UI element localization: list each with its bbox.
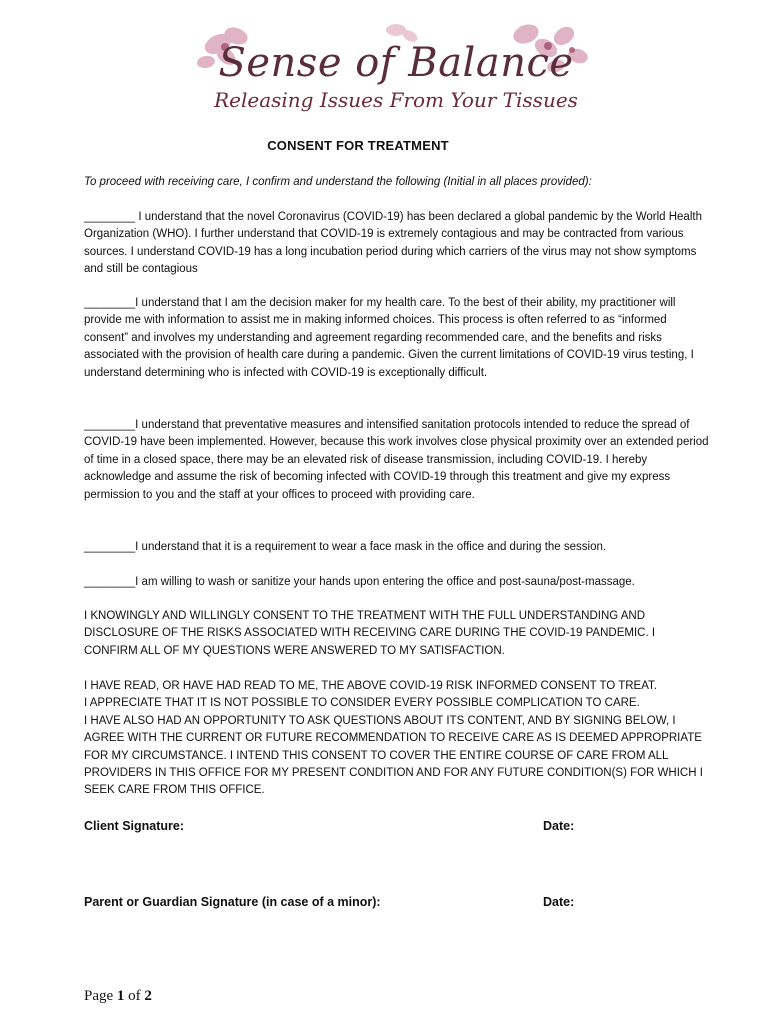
consent-item-hand-washing: ________I am willing to wash or sanitize your hands upon entering the office and post-sauna/post-massage. — [84, 576, 635, 588]
acknowledgement-line-2: I APPRECIATE THAT IT IS NOT POSSIBLE TO CONSIDER EVERY POSSIBLE COMPLICATION TO CARE. — [84, 697, 640, 710]
page-footer — [84, 988, 152, 1005]
client-date-label: Date: — [543, 819, 575, 833]
page-word: Page — [84, 988, 114, 1004]
consent-statement: I KNOWINGLY AND WILLINGLY CONSENT TO THE TREATMENT WITH THE FULL UNDERSTANDING AND DISCLOSURE OF THE RISKS ASSOCIATED WITH RECEIVING CARE DURING THE COVID-19 PANDEMIC. I CONFIRM ALL OF MY QUESTIONS WERE ANSWERED TO MY SATISFACTION. — [84, 610, 656, 657]
current-page-number: 1 — [116, 988, 125, 1004]
acknowledgement-block — [84, 678, 710, 800]
of-word: of — [128, 988, 141, 1004]
logo-subtitle: Releasing Issues From Your Tissues — [214, 88, 578, 112]
client-signature-label: Client Signature: — [84, 819, 185, 833]
document-heading: CONSENT FOR TREATMENT — [267, 138, 449, 153]
acknowledgement-line-3: I HAVE ALSO HAD AN OPPORTUNITY TO ASK QUESTIONS ABOUT ITS CONTENT, AND BY SIGNING BELOW, I AGREE WITH THE CURRENT OR FUTURE RECOMMENDATION TO RECEIVE CARE AS IS DEEMED APPROPRIATE FOR MY CIRCUMSTANCE. I INTEND THIS CONSENT TO COVER THE ENTIRE COURSE OF CARE FROM ALL PROVIDERS IN THIS OFFICE FOR MY PRESENT CONDITION AND FOR ANY FUTURE CONDITION(S) FOR WHICH I SEEK CARE FROM THIS OFFICE. — [84, 714, 703, 797]
acknowledgement-line-1: I HAVE READ, OR HAVE HAD READ TO ME, THE ABOVE COVID-19 RISK INFORMED CONSENT TO TREAT. — [84, 680, 657, 692]
intro-text: To proceed with receiving care, I confirm and understand the following (Initial in all places provided): — [84, 176, 592, 188]
logo — [196, 22, 596, 122]
guardian-signature-label: Parent or Guardian Signature (in case of a minor): — [84, 895, 381, 909]
consent-item-preventative-measures: ________I understand that preventative measures and intensified sanitation protocols intended to reduce the spread of COVID-19 have been implemented. However, because this work involves close physical proximity over an extended period of time in a closed space, there may be an elevated risk of disease transmission, including COVID-19. I hereby acknowledge and assume the risk of becoming infected with COVID-19 through this treatment and give my express permission to you and the staff at your offices to proceed with providing care. — [84, 419, 709, 501]
consent-item-pandemic: ________ I understand that the novel Coronavirus (COVID-19) has been declared a global pandemic by the World Health Organization (WHO). I further understand that COVID-19 is extremely contagious and may be contracted from various sources. I understand COVID-19 has a long incubation period during which carriers of the virus may not show symptoms and still be contagious — [84, 211, 702, 276]
total-pages-number: 2 — [144, 988, 152, 1004]
consent-item-face-mask: ________I understand that it is a requirement to wear a face mask in the office and during the session. — [84, 541, 607, 553]
consent-item-decision-maker: ________I understand that I am the decision maker for my health care. To the best of their ability, my practitioner will provide me with information to assist me in making informed choices. This process is often referred to as “informed consent” and involves my understanding and agreement regarding recommended care, and the benefits and risks associated with the provision of health care during a pandemic. Given the current limitations of COVID-19 virus testing, I understand determining who is infected with COVID-19 is exceptionally difficult. — [84, 297, 694, 379]
logo-title: Sense of Balance — [218, 40, 574, 86]
guardian-date-label: Date: — [543, 895, 575, 909]
